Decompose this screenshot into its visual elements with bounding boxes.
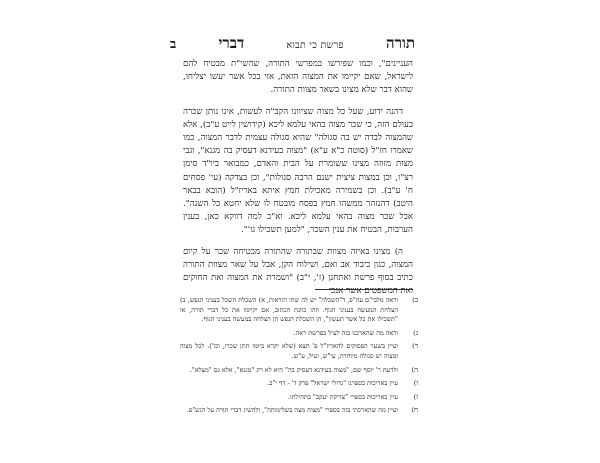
footnote-mark: ו) [413, 379, 418, 388]
footnote [180, 406, 418, 416]
footnote [180, 296, 418, 325]
footnote-text: ועיין מה שהארכתי בזה בספרי "מצות מצה בשלימותה", ולהשיג דברי תורה על הגש"פ. [186, 406, 398, 415]
main-paragraph: ה) מצינו באיזה מצוות שבתורה שהתורה מבטיחה שכר על קיום המצוה, כגון כיבוד אב ואם, ושילוח הקן, אבל על שאר מצוות התורה כתיב בסוף פרשת ואתחנן (ז', י"ב) "ושמרת את המצוה ואת החוקים ואת המשפטים אשר אנכי [183, 246, 413, 297]
footnote-text: עיין באריכות בספרי "צדיקת יעקב" בתחילתו. [287, 392, 398, 401]
footnote-mark: ז) [413, 392, 418, 401]
page-header [170, 34, 415, 52]
footnote-text: עיין באריכות בספרנו "גדולי ישראל" פרק ד' - דף י"ב. [267, 379, 398, 388]
footnote-text: וראה מה שהארכנו בזה לעיל בפרשת ראה. [293, 328, 398, 337]
footnote-mark: ב) [412, 296, 418, 304]
main-text [183, 58, 413, 298]
header-parsha: פרשת כי תבוא [286, 40, 344, 51]
header-dvarim: דברי [218, 34, 245, 52]
footnote [180, 366, 418, 376]
footnote [180, 342, 418, 361]
footnote-mark: ח) [411, 406, 418, 415]
footnote-text: וראה מלבי"ם עה"פ, ד"השכלה" יש לה שתי הוראות, א) השכלת השכל בעניני הנפש, ב) הצלחת המעשה בעניני הגוף. וזהו כוונת הכתוב, אם יקיימו את כל דברי תורה, או "תשכילו את כל אשר תעשון", הן השכלת הנפש הן הצלחה במעשה בעניני הגוף. [180, 296, 398, 324]
footnote-text: ולדעת ר' יוסף שם, "מצוה בעידנא דעסיק בה" היא לא רק "מגנא", אלא גם "מצלא". [189, 365, 398, 374]
footnote-mark: ג) [413, 328, 418, 337]
main-paragraph: העניינים", וכמו שפירשו במפרשי התורה, שהשי"ת מבטיח להם לישראל, שאם יקיימו את המצוה הזאת, אזי בכל אשר יעשו יצליחו, שהוא דבר שלא מצינו בשאר מצוות התורה. [183, 59, 413, 96]
footnote [180, 329, 418, 339]
footnote [180, 379, 418, 389]
footnote-mark: ה) [411, 365, 418, 374]
footnote [180, 393, 418, 403]
main-paragraph: דהנה ידוע, שעל כל מצוה שציוונו הקב"ה לעשות, אינו נותן שכרה בעולם הזה, כי שכר מצוה בהאי עלמא ליכא (קידושין לייט ע"ב), אלא שהמצוה לבדה יש בה סגולה" שהיא סגולה עצמית לדבר המצוה, כמו שאמרו חז"ל (סוטה כ"א ע"א) "מצוה בעידנא דעסיק בה מגנא", וגבי מצות מזוזה מצינו ששומרת על הבית והאדם, כמבואר ביו"ד סימן רצ"ו, וכן במצות ציצית ישנם הרבה סגולות", וכן בצדקה (עי' פסחים ח' ע"ב). וכן בשמירה מאכילת חמץ איתא באריז"ל (הובא בבאר היטב) דהנזהר ממשהו חמץ בפסח מובטח לו שלא יחטא כל השנה". אבל שכר מצוה בהאי עלמא ליכא. וא"כ למה דווקא כאן, בענין הערבות, הבטיח את ענין השכר, "למען תשכילו גו'". [183, 106, 413, 236]
footnote-text: ועיין בשער הפסוקים להאריז"ל פ' תצא (שלא יקרא ביומו תתן שכרו, וכו'). לכל מצוה ומצוה יש סגולה מיוחדת, עי"ש, ועיל, ע"ש. [180, 342, 398, 360]
footnote-mark: ד) [412, 342, 418, 351]
footnote-divider [315, 289, 413, 290]
footnotes [180, 296, 418, 420]
header-torah: תורה [386, 34, 415, 52]
header-page-letter: ב [170, 37, 177, 52]
